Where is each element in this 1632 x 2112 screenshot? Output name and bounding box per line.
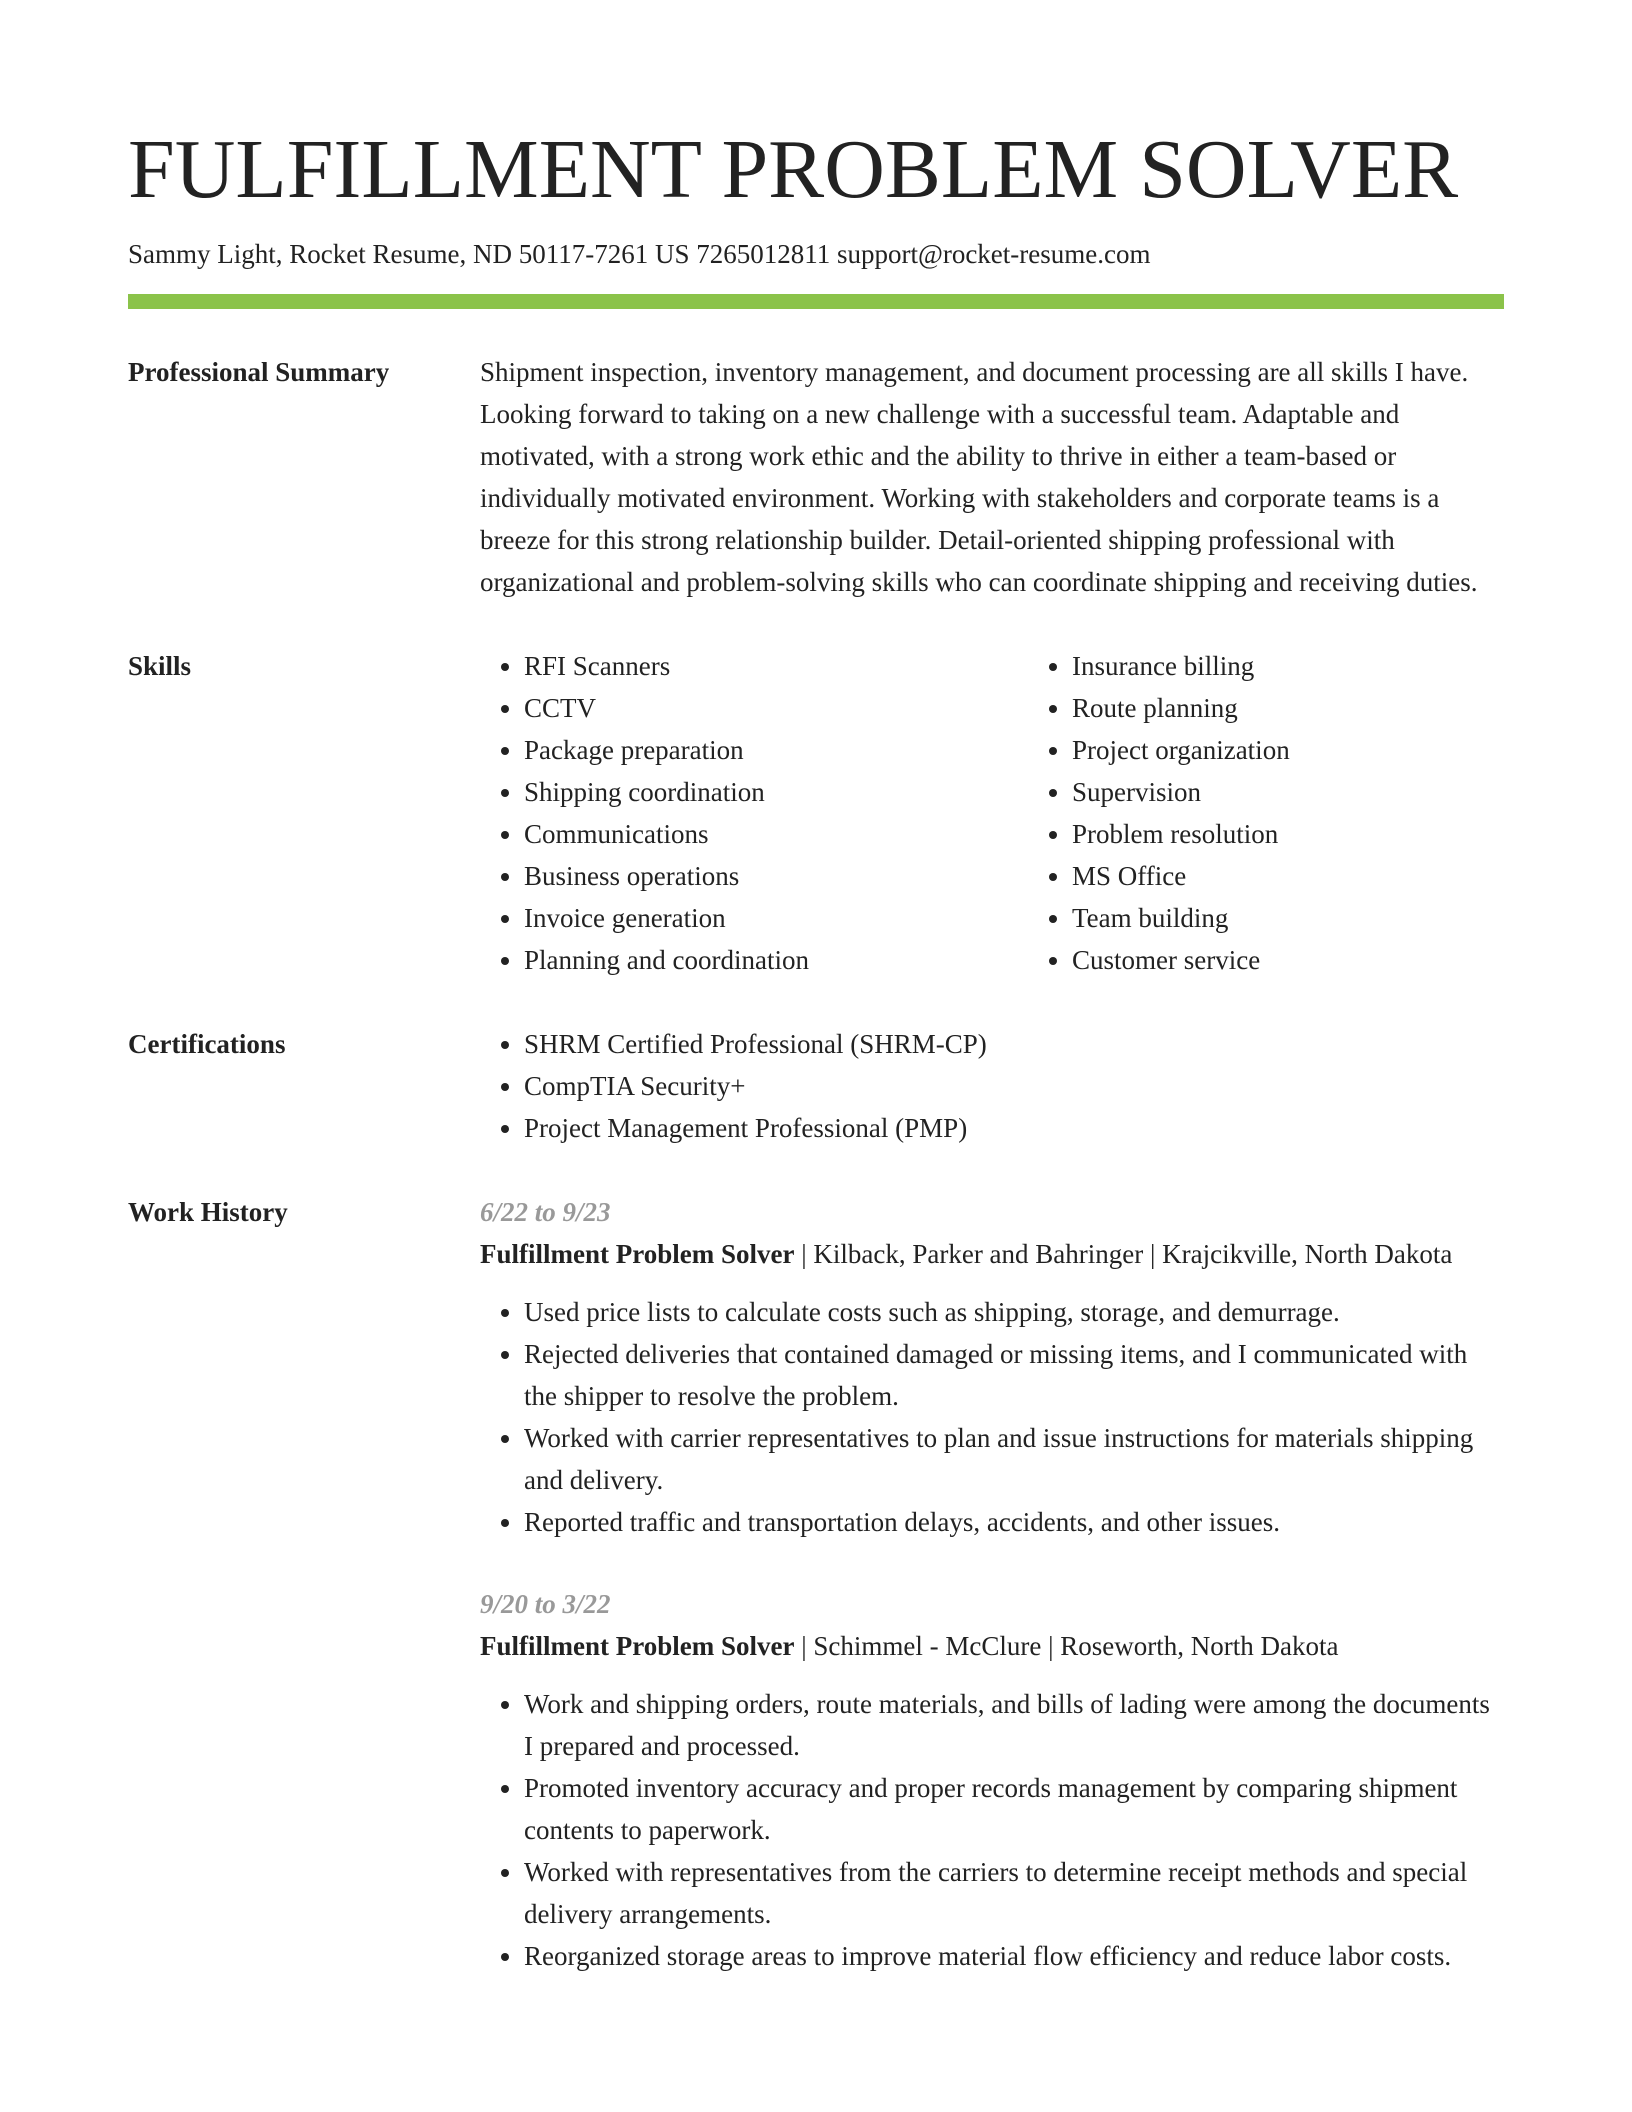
skill-item: • Route planning bbox=[1072, 687, 1576, 729]
skills-list-right bbox=[1028, 645, 1576, 981]
job-dates: 9/20 to 3/22 bbox=[480, 1589, 611, 1619]
skills-section bbox=[128, 651, 1504, 981]
job-bullets bbox=[480, 1291, 1504, 1543]
job-dates: 6/22 to 9/23 bbox=[480, 1197, 611, 1227]
job-bullets bbox=[480, 1683, 1504, 1977]
job-title: Fulfillment Problem Solver bbox=[480, 1239, 795, 1269]
work-history-body bbox=[480, 1191, 1504, 1977]
job-entry bbox=[480, 1583, 1504, 1977]
contact-line: Sammy Light, Rocket Resume, ND 50117-7261 US 7265012811 support@rocket-resume.com bbox=[128, 239, 1151, 269]
section-title-work-history: Work History bbox=[128, 1197, 288, 1227]
job-bullet: • Work and shipping orders, route materials, and bills of lading were among the documents I prepared and processed. bbox=[524, 1683, 1504, 1767]
job-bullet: • Worked with carrier representatives to plan and issue instructions for materials shipping and delivery. bbox=[524, 1417, 1504, 1501]
certification-item: • CompTIA Security+ bbox=[524, 1065, 1504, 1107]
skill-item: • RFI Scanners bbox=[524, 645, 1028, 687]
skill-item: • Team building bbox=[1072, 897, 1576, 939]
skill-item: • Invoice generation bbox=[524, 897, 1028, 939]
skill-item: • Project organization bbox=[1072, 729, 1576, 771]
skills-list-left bbox=[480, 645, 1028, 981]
skill-item: • Supervision bbox=[1072, 771, 1576, 813]
job-bullet: • Rejected deliveries that contained damaged or missing items, and I communicated with the shipper to resolve the problem. bbox=[524, 1333, 1504, 1417]
skill-item: • CCTV bbox=[524, 687, 1028, 729]
certification-item: • SHRM Certified Professional (SHRM-CP) bbox=[524, 1023, 1504, 1065]
job-bullet: • Reported traffic and transportation delays, accidents, and other issues. bbox=[524, 1501, 1504, 1543]
skills-columns bbox=[480, 645, 1576, 981]
section-title-summary: Professional Summary bbox=[128, 357, 390, 387]
skills-body bbox=[480, 645, 1576, 981]
accent-divider bbox=[128, 294, 1504, 309]
job-heading bbox=[480, 1233, 1504, 1275]
skill-item: • Problem resolution bbox=[1072, 813, 1576, 855]
summary-text: Shipment inspection, inventory management, and document processing are all skills I have. Looking forward to taking on a new challenge with a successful team. Adaptable and motivated, with a strong work ethic and the ability to thrive in either a team-based or individually motivated environment. Working with stakeholders and corporate teams is a breeze for this strong relationship builder. Detail-oriented shipping professional with organizational and problem-solving skills who can coordinate shipping and receiving duties. bbox=[480, 357, 1478, 597]
resume-name: FULFILLMENT PROBLEM SOLVER bbox=[128, 123, 1459, 216]
summary-section bbox=[128, 357, 1504, 603]
skill-item: • Communications bbox=[524, 813, 1028, 855]
skill-item: • Insurance billing bbox=[1072, 645, 1576, 687]
skill-item: • Business operations bbox=[524, 855, 1028, 897]
job-bullet: • Worked with representatives from the carriers to determine receipt methods and special delivery arrangements. bbox=[524, 1851, 1504, 1935]
job-entry bbox=[480, 1191, 1504, 1543]
certifications-list bbox=[480, 1023, 1504, 1149]
job-bullet: • Reorganized storage areas to improve material flow efficiency and reduce labor costs. bbox=[524, 1935, 1504, 1977]
job-employer-location: | Kilback, Parker and Bahringer | Krajcikville, North Dakota bbox=[794, 1239, 1453, 1269]
skill-item: • Package preparation bbox=[524, 729, 1028, 771]
section-title-certifications: Certifications bbox=[128, 1029, 286, 1059]
skill-item: • Customer service bbox=[1072, 939, 1576, 981]
certifications-section bbox=[128, 1029, 1504, 1149]
work-history-section bbox=[128, 1197, 1504, 1977]
skill-item: • Shipping coordination bbox=[524, 771, 1028, 813]
job-bullet: • Promoted inventory accuracy and proper records management by comparing shipment contents to paperwork. bbox=[524, 1767, 1504, 1851]
job-bullet: • Used price lists to calculate costs such as shipping, storage, and demurrage. bbox=[524, 1291, 1504, 1333]
section-title-skills: Skills bbox=[128, 651, 192, 681]
summary-body bbox=[480, 351, 1504, 603]
certifications-body bbox=[480, 1023, 1504, 1149]
skill-item: • Planning and coordination bbox=[524, 939, 1028, 981]
job-heading bbox=[480, 1625, 1504, 1667]
skill-item: • MS Office bbox=[1072, 855, 1576, 897]
resume-page bbox=[128, 0, 1504, 1977]
job-employer-location: | Schimmel - McClure | Roseworth, North Dakota bbox=[794, 1631, 1339, 1661]
job-title: Fulfillment Problem Solver bbox=[480, 1631, 795, 1661]
certification-item: • Project Management Professional (PMP) bbox=[524, 1107, 1504, 1149]
